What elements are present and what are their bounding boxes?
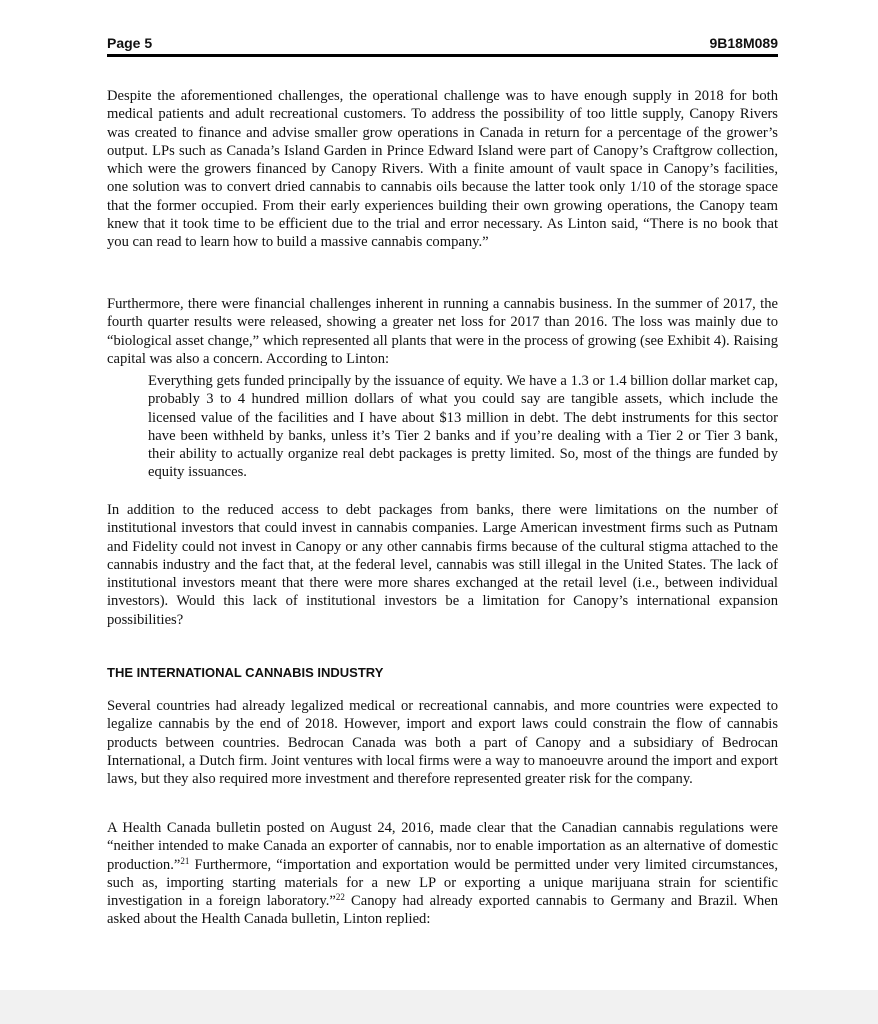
section-heading: THE INTERNATIONAL CANNABIS INDUSTRY (107, 665, 384, 680)
text: Furthermore, “importation and exportation would be permitted under very limited circumstances, such as, importing starting materials for a new LP or exporting a unique marijuana strain for scientific investigation in a foreign laboratory.” (107, 856, 778, 910)
paragraph-financial-challenges: Furthermore, there were financial challenges inherent in running a cannabis business. In the summer of 2017, the fourth quarter results were released, showing a greater net loss for 2017 than 2016. The loss was mainly due to “biological asset change,” which represented all plants that were in the process of growing (see Exhibit 4). Raising capital was also a concern. According to Linton: (107, 296, 778, 367)
page-number: Page 5 (107, 35, 153, 51)
text: A Health Canada bulletin posted on August 24, 2016, made clear that the Canadian cannabis regulations were “neither intended to make Canada an exporter of cannabis, nor to enable importation as an alternative of domestic production.” (107, 820, 778, 873)
footnote-ref[interactable]: 21 (180, 855, 190, 866)
paragraph-international: Several countries had already legalized medical or recreational cannabis, and more countries were expected to legalize cannabis by the end of 2018. However, import and export laws could constrain the flow of cannabis products between countries. Bedrocan Canada was both a part of Canopy and a subsidiary of Bedrocan International, a Dutch firm. Joint ventures with local firms were a way to manoeuvre around the import and export laws, but they also required more investment and therefore represented greater risk for the company. (107, 698, 778, 788)
paragraph-supply: Despite the aforementioned challenges, the operational challenge was to have enough supply in 2018 for both medical patients and adult recreational customers. To address the possibility of too little supply, Canopy Rivers was created to finance and advise smaller grow operations in Canada in return for a percentage of the grower’s output. LPs such as Canada’s Island Garden in Prince Edward Island were part of Canopy’s Craftgrow collection, which were the growers financed by Canopy Rivers. With a finite amount of vault space in Canopy’s facilities, one solution was to convert dried cannabis to cannabis oils because the latter took only 1/10 of the storage space that the former occupied. From their early experiences building their own growing operations, the Canopy team knew that it took time to be efficient due to the trial and error necessary. As Linton said, “There is no book that you can read to learn how to build a massive cannabis company.” (107, 88, 778, 251)
page-header (107, 34, 778, 57)
paragraph-institutional-investors: In addition to the reduced access to debt packages from banks, there were limitations on the number of institutional investors that could invest in cannabis companies. Large American investment firms such as Putnam and Fidelity could not invest in Canopy or any other cannabis firms because of the cultural stigma attached to the cannabis industry and the fact that, at the federal level, cannabis was still illegal in the United States. The lack of institutional investors meant that there were more shares exchanged at the retail level (i.e., between individual investors). Would this lack of institutional investors be a limitation for Canopy’s international expansion possibilities? (107, 502, 778, 628)
linton-quote: Everything gets funded principally by the issuance of equity. We have a 1.3 or 1.4 billion dollar market cap, probably 3 to 4 hundred million dollars of what you could say are tangible assets, which include the licensed value of the facilities and I have about $13 million in debt. The debt instruments for this sector have been withheld by banks, unless it’s Tier 2 banks and if you’re dealing with a Tier 2 or Tier 3 bank, their ability to actually organize real debt packages is pretty limited. So, most of the things are funded by equity issuances. (148, 373, 778, 481)
paragraph-health-canada (107, 819, 778, 929)
document-id: 9B18M089 (709, 35, 778, 51)
page-bottom-gap (0, 990, 878, 1024)
text: Canopy had already exported cannabis to Germany and Brazil. When asked about the Health Canada bulletin, Linton replied: (107, 893, 778, 928)
footnote-ref[interactable]: 22 (335, 892, 345, 903)
